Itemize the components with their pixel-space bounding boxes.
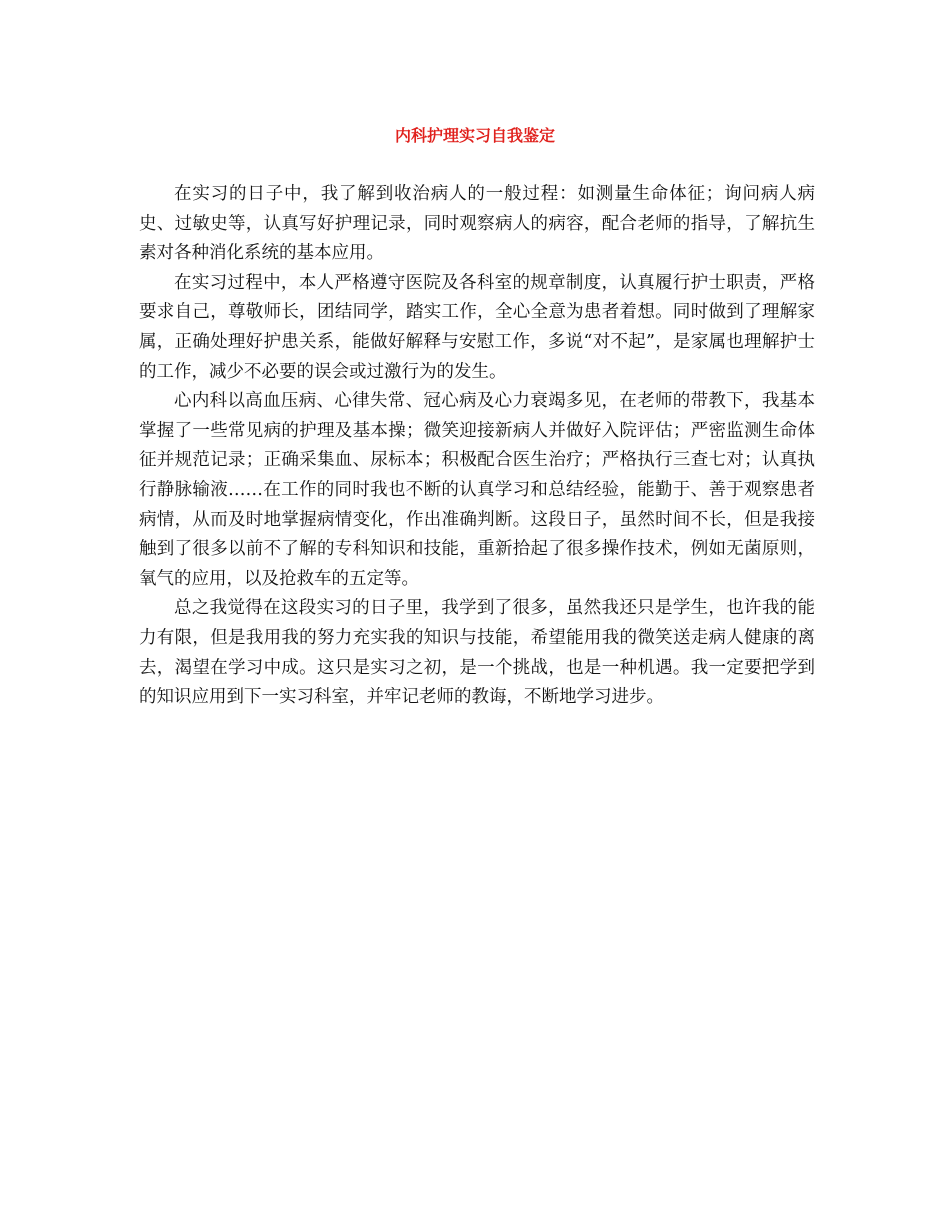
- paragraph-2: 在实习过程中，本人严格遵守医院及各科室的规章制度，认真履行护士职责，严格要求自己，尊敬师长，团结同学，踏实工作，全心全意为患者着想。同时做到了理解家属，正确处理好护患关系，能做好解释与安慰工作，多说“对不起”，是家属也理解护士的工作，减少不必要的误会或过激行为的发生。: [139, 272, 815, 382]
- document-body: [139, 180, 815, 713]
- paragraph-1: 在实习的日子中，我了解到收治病人的一般过程：如测量生命体征；询问病人病史、过敏史等，认真写好护理记录，同时观察病人的病容，配合老师的指导，了解抗生素对各种消化系统的基本应用。: [139, 184, 815, 264]
- document-title: 内科护理实习自我鉴定: [394, 126, 555, 145]
- paragraph-4: 总之我觉得在这段实习的日子里，我学到了很多，虽然我还只是学生，也许我的能力有限，但是我用我的努力充实我的知识与技能，希望能用我的微笑送走病人健康的离去，渴望在学习中成。这只是实习之初，是一个挑战，也是一种机遇。我一定要把学到的知识应用到下一实习科室，并牢记老师的教诲，不断地学习进步。: [139, 598, 815, 708]
- paragraph-3: 心内科以高血压病、心律失常、冠心病及心力衰竭多见，在老师的带教下，我基本掌握了一些常见病的护理及基本操；微笑迎接新病人并做好入院评估；严密监测生命体征并规范记录；正确采集血、尿标本；积极配合医生治疗；严格执行三查七对；认真执行静脉输液……在工作的同时我也不断的认真学习和总结经验，能勤于、善于观察患者病情，从而及时地掌握病情变化，作出准确判断。这段日子，虽然时间不长，但是我接触到了很多以前不了解的专科知识和技能，重新拾起了很多操作技术，例如无菌原则，氧气的应用，以及抢救车的五定等。: [139, 391, 815, 589]
